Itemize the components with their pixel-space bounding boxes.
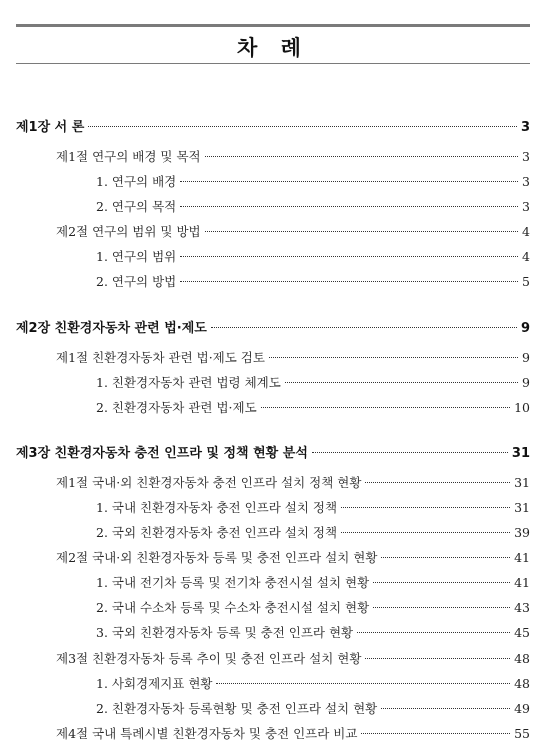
toc-entry-label: 1. 친환경자동차 관련 법령 체계도: [96, 375, 281, 390]
toc-entry-page: 4: [522, 224, 530, 239]
toc-entry-page: 9: [522, 375, 530, 390]
toc-entry-label: 제3장 친환경자동차 충전 인프라 및 정책 현황 분석: [16, 446, 308, 461]
toc-entry-label: 1. 사회경제지표 현황: [96, 676, 213, 691]
toc-leader-dots: [341, 532, 510, 533]
toc-entry-page: 41: [514, 550, 530, 565]
toc-leader-dots: [261, 407, 510, 408]
toc-leader-dots: [365, 658, 510, 659]
toc-entry-page: 48: [514, 676, 530, 691]
toc-leader-dots: [88, 126, 517, 127]
toc-entry-label: 제1절 친환경자동차 관련 법·제도 검토: [56, 350, 265, 365]
toc-entry-label: 제4절 국내 특례시별 친환경자동차 및 충전 인프라 비교: [56, 726, 358, 741]
toc-entry-page: 9: [520, 321, 530, 336]
toc-leader-dots: [180, 256, 518, 257]
toc-entry-sub[interactable]: [96, 398, 530, 416]
toc-entry-page: 9: [522, 350, 530, 365]
toc-entry-label: 2. 친환경자동차 등록현황 및 충전 인프라 설치 현황: [96, 701, 378, 716]
toc-leader-dots: [365, 482, 510, 483]
toc-entry-label: 1. 연구의 범위: [96, 249, 177, 264]
toc-entry-sub[interactable]: [96, 197, 530, 215]
toc-entry-label: 제1장 서 론: [16, 120, 85, 135]
toc-entry-label: 1. 국내 친환경자동차 충전 인프라 설치 정책: [96, 500, 338, 515]
toc-entry-label: 제2절 연구의 범위 및 방법: [56, 224, 201, 239]
toc-leader-dots: [361, 733, 510, 734]
title-top-rule: [16, 24, 530, 27]
toc-entry-page: 3: [522, 149, 530, 164]
toc-entry-label: 제2장 친환경자동차 관련 법·제도: [16, 321, 207, 336]
toc-leader-dots: [269, 357, 518, 358]
title-bottom-rule: [16, 63, 530, 64]
toc-entry-page: 45: [514, 625, 530, 640]
toc-entry-chapter[interactable]: [16, 317, 530, 336]
toc-entry-page: 55: [514, 726, 530, 741]
toc-entry-page: 41: [514, 575, 530, 590]
toc-leader-dots: [373, 607, 510, 608]
toc-entry-section[interactable]: [56, 222, 530, 240]
toc-entry-label: 3. 국외 친환경자동차 등록 및 충전 인프라 현황: [96, 625, 354, 640]
toc-entry-section[interactable]: [56, 548, 530, 566]
toc-leader-dots: [357, 632, 510, 633]
toc-leader-dots: [381, 708, 510, 709]
toc-entry-section[interactable]: [56, 724, 530, 742]
toc-entry-page: 39: [514, 525, 530, 540]
toc-entry-chapter[interactable]: [16, 442, 530, 461]
toc-entry-page: 3: [522, 174, 530, 189]
toc-leader-dots: [205, 156, 518, 157]
toc-entry-page: 43: [514, 600, 530, 615]
toc-entry-sub[interactable]: [96, 699, 530, 717]
toc-leader-dots: [341, 507, 510, 508]
toc-entry-page: 3: [520, 120, 530, 135]
toc-entry-sub[interactable]: [96, 272, 530, 290]
toc-entry-page: 48: [514, 651, 530, 666]
toc-entry-label: 제2절 국내·외 친환경자동차 등록 및 충전 인프라 설치 현황: [56, 550, 378, 565]
page-title: 차 례: [237, 36, 309, 60]
toc-entry-section[interactable]: [56, 473, 530, 491]
toc-leader-dots: [381, 557, 510, 558]
toc-entry-sub[interactable]: [96, 674, 530, 692]
toc-entry-sub[interactable]: [96, 498, 530, 516]
toc-entry-label: 2. 연구의 목적: [96, 199, 177, 214]
toc-leader-dots: [180, 181, 518, 182]
toc-entry-page: 4: [522, 249, 530, 264]
toc-leader-dots: [285, 382, 518, 383]
toc-entry-sub[interactable]: [96, 172, 530, 190]
toc-entry-label: 2. 연구의 방법: [96, 274, 177, 289]
toc-leader-dots: [312, 452, 508, 453]
toc-leader-dots: [205, 231, 518, 232]
toc-entry-page: 31: [511, 446, 530, 461]
toc-entry-sub[interactable]: [96, 598, 530, 616]
toc-entry-label: 제1절 연구의 배경 및 목적: [56, 149, 201, 164]
toc-leader-dots: [373, 582, 510, 583]
toc-entry-sub[interactable]: [96, 373, 530, 391]
toc-entry-sub[interactable]: [96, 247, 530, 265]
toc-entry-label: 1. 연구의 배경: [96, 174, 177, 189]
toc-entry-sub[interactable]: [96, 623, 530, 641]
toc-entry-section[interactable]: [56, 348, 530, 366]
toc-entry-sub[interactable]: [96, 573, 530, 591]
toc-entry-page: 3: [522, 199, 530, 214]
toc-entry-chapter[interactable]: [16, 116, 530, 135]
toc-entry-section[interactable]: [56, 147, 530, 165]
toc-entry-label: 제1절 국내·외 친환경자동차 충전 인프라 설치 정책 현황: [56, 475, 362, 490]
toc-entry-label: 1. 국내 전기차 등록 및 전기차 충전시설 설치 현황: [96, 575, 370, 590]
toc-leader-dots: [216, 683, 510, 684]
toc-entry-page: 49: [514, 701, 530, 716]
toc-entry-label: 제3절 친환경자동차 등록 추이 및 충전 인프라 설치 현황: [56, 651, 362, 666]
toc-entry-sub[interactable]: [96, 523, 530, 541]
toc-entry-page: 5: [522, 274, 530, 289]
toc-leader-dots: [180, 206, 518, 207]
toc-leader-dots: [211, 327, 517, 328]
toc-leader-dots: [180, 281, 518, 282]
toc-entry-page: 31: [514, 500, 530, 515]
toc-entry-label: 2. 국내 수소차 등록 및 수소차 충전시설 설치 현황: [96, 600, 370, 615]
toc-entry-page: 31: [514, 475, 530, 490]
toc-entry-label: 2. 국외 친환경자동차 충전 인프라 설치 정책: [96, 525, 338, 540]
toc-entry-section[interactable]: [56, 649, 530, 667]
toc-entry-label: 2. 친환경자동차 관련 법·제도: [96, 400, 257, 415]
toc-entry-page: 10: [514, 400, 530, 415]
